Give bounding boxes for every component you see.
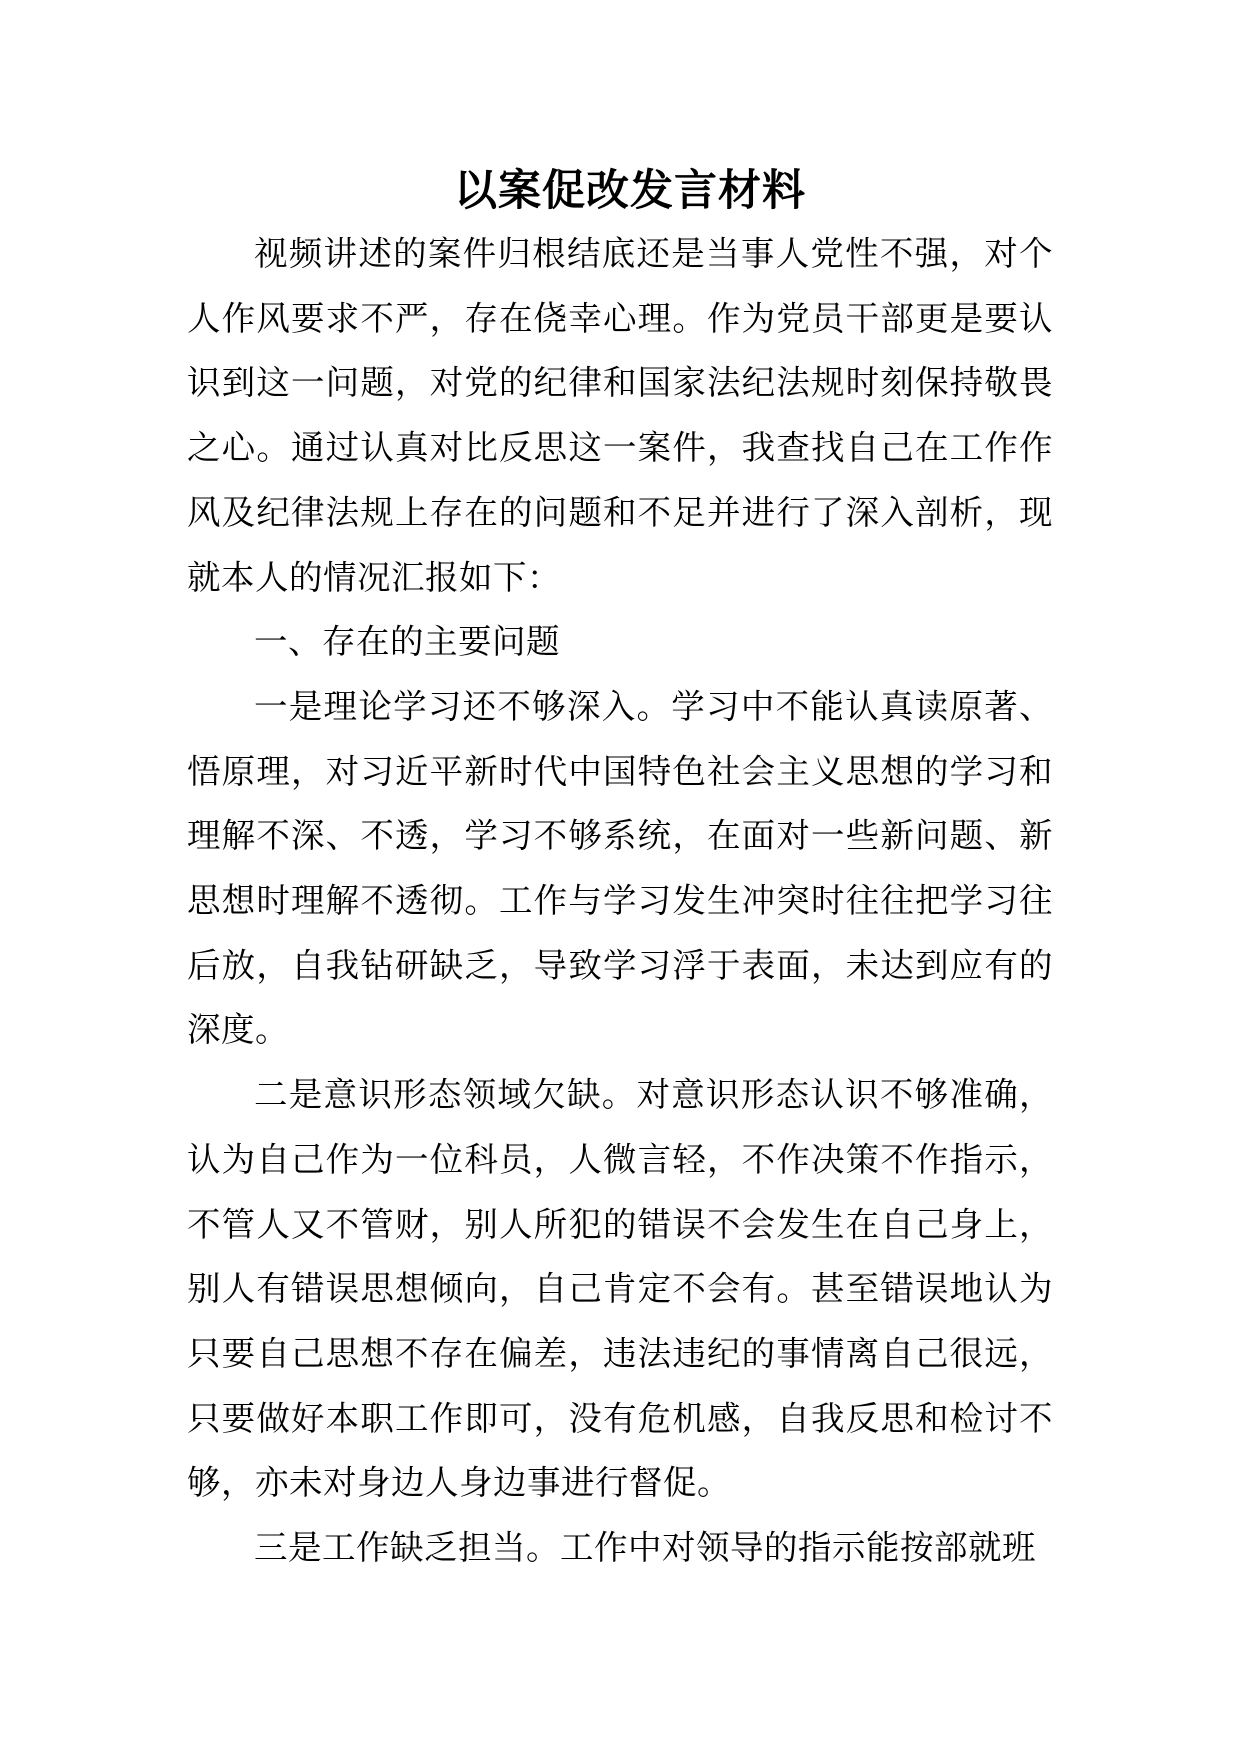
problem-point-3: 三是工作缺乏担当。工作中对领导的指示能按部就班	[254, 1528, 1036, 1568]
document-body	[187, 160, 1053, 1581]
document-title: 以案促改发言材料	[454, 166, 806, 216]
problem-point-1: 一是理论学习还不够深入。学习中不能认真读原著、悟原理，对习近平新时代中国特色社会主义思想的学习和理解不深、不透，学习不够系统，在面对一些新问题、新思想时理解不透彻。工作与学习发生冲突时往往把学习往后放，自我钻研缺乏，导致学习浮于表面，未达到应有的深度。	[187, 686, 1053, 1050]
intro-paragraph: 视频讲述的案件归根结底还是当事人党性不强，对个人作风要求不严，存在侥幸心理。作为党员干部更是要认识到这一问题，对党的纪律和国家法纪法规时刻保持敬畏之心。通过认真对比反思这一案件，我查找自己在工作作风及纪律法规上存在的问题和不足并进行了深入剖析，现就本人的情况汇报如下：	[187, 234, 1053, 597]
section-heading: 一、存在的主要问题	[254, 622, 560, 662]
problem-point-2: 二是意识形态领域欠缺。对意识形态认识不够准确，认为自己作为一位科员，人微言轻，不作决策不作指示，不管人又不管财，别人所犯的错误不会发生在自己身上，别人有错误思想倾向，自己肯定不会有。甚至错误地认为只要自己思想不存在偏差，违法违纪的事情离自己很远，只要做好本职工作即可，没有危机感，自我反思和检讨不够，亦未对身边人身边事进行督促。	[187, 1075, 1053, 1503]
